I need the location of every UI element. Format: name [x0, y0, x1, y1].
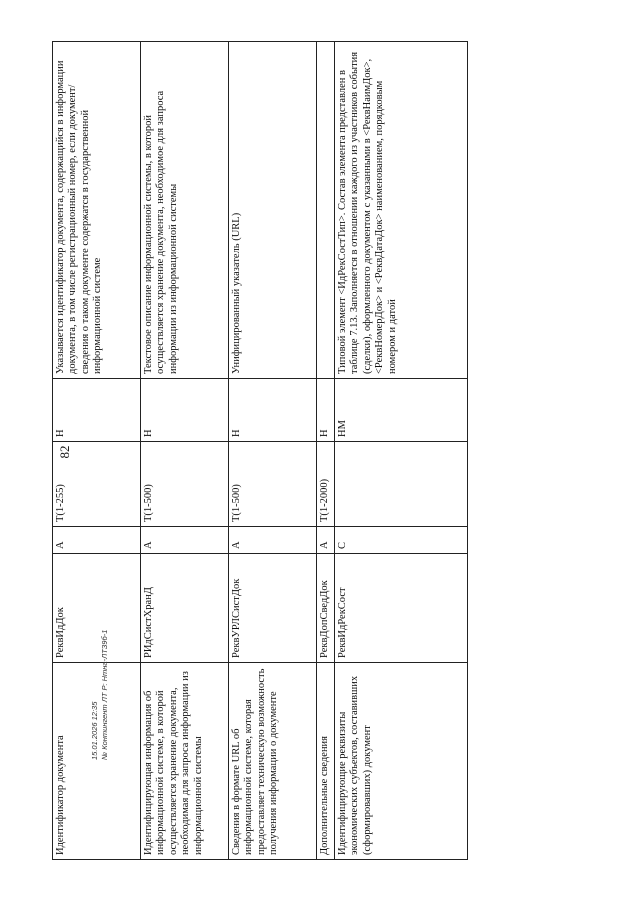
element-format [335, 442, 468, 527]
element-attr: А [141, 527, 229, 554]
document-stamp [90, 620, 130, 760]
element-name: Идентификатор документа [53, 663, 141, 860]
element-code: РеквИдДок [53, 554, 141, 663]
element-notes: Текстовое описание информационной системы, в которой осуществляется хранение документа, необходимое для запроса информации из информационной системы [141, 42, 229, 379]
element-notes: Указывается идентификатор документа, содержащийся в информации документа, в том числе регистрационный номер, если документ/сведения о таком документе содержатся в государственной информационной системе [53, 42, 141, 379]
table-row [229, 42, 317, 860]
element-required: Н [141, 379, 229, 442]
element-required: Н [317, 379, 335, 442]
element-notes: Типовой элемент <ИдРекСостТип>. Состав элемента представлен в таблице 7.13. Заполняется в отношении каждого из участников события (сделки), оформленного документом с указанными в <РеквНаимДок>, <РеквНомерДок> и <РеквДатаДок> наименованием, порядковым номером и датой [335, 42, 468, 379]
element-required: Н [53, 379, 141, 442]
element-code: РеквДопСведДок [317, 554, 335, 663]
element-notes: Унифицированный указатель (URL) [229, 42, 317, 379]
element-name: Идентифицирующая информация об информационной системе, в которой осуществляется хранение документа, необходимая для запроса информации из информационной системы [141, 663, 229, 860]
element-notes [317, 42, 335, 379]
table-row [317, 42, 335, 860]
element-name: Дополнительные сведения [317, 663, 335, 860]
element-name: Сведения в формате URL об информационной системе, которая предоставляет техническую возможность получения информации о документе [229, 663, 317, 860]
element-required: Н [229, 379, 317, 442]
element-name: Идентифицирующие реквизиты экономических субъектов, составивших (сформировавших) документ [335, 663, 468, 860]
element-attr: А [53, 527, 141, 554]
element-attr: А [317, 527, 335, 554]
element-attr: С [335, 527, 468, 554]
element-format: Т(1-500) [141, 442, 229, 527]
element-code: РеквУРЛСистДок [229, 554, 317, 663]
element-code: РИдСистХранД [141, 554, 229, 663]
element-format: Т(1-2000) [317, 442, 335, 527]
page-number: 82 [57, 445, 72, 459]
stamp-date: 15.01.2026 12:35 [90, 701, 99, 760]
table-row [141, 42, 229, 860]
element-code: РеквИдРекСост [335, 554, 468, 663]
element-required: НМ [335, 379, 468, 442]
element-format: Т(1-255) [53, 442, 141, 527]
stamp-code: № Контингент ЛТ Р: Нтна-ЛТЗ9б-1 [99, 629, 109, 760]
table-row [335, 42, 468, 860]
element-attr: А [229, 527, 317, 554]
element-format: Т(1-500) [229, 442, 317, 527]
